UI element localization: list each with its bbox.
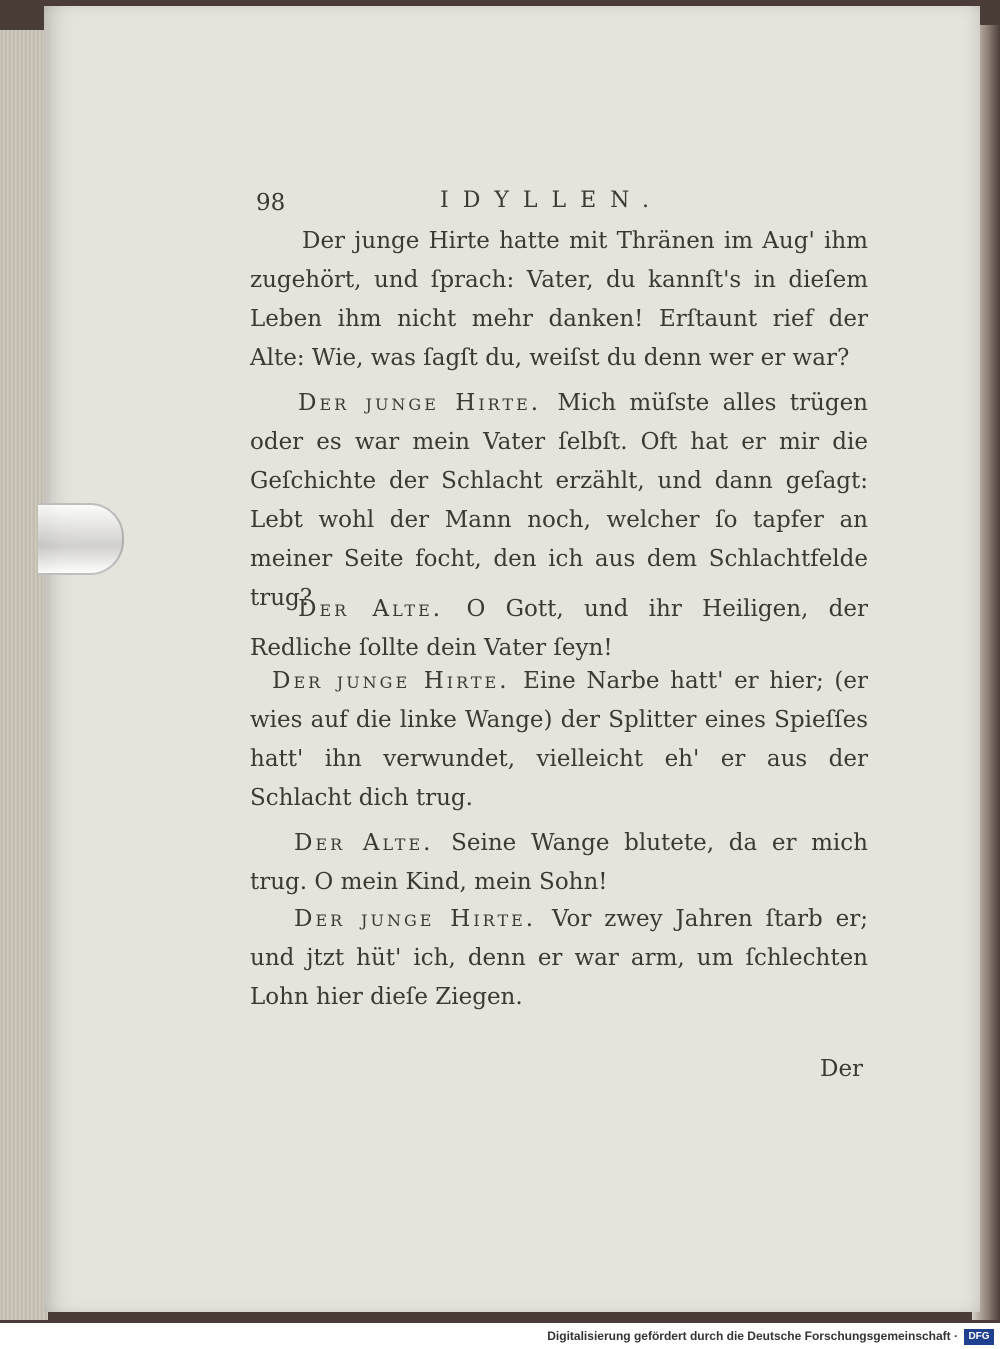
dfg-logo-icon: DFG <box>964 1329 994 1345</box>
paragraph-text: Mich müſste alles trügen oder es war mein Vater ſelbſt. Oft hat er mir die Geſchichte der Schlacht erzählt, und dann geſagt: Lebt wohl der Mann noch, welcher ſo tapfer an meiner Seite focht, den ich aus dem Schlachtfelde trug? <box>250 390 868 611</box>
paragraph <box>250 222 868 378</box>
running-head: IDYLLEN. <box>440 188 663 213</box>
paragraph <box>250 384 868 618</box>
paragraph-text: Eine Narbe hatt' er hier; (er wies auf die linke Wange) der Splitter eines Spieſſes hatt' ihn verwundet, vielleicht eh' er aus der Schlacht dich trug. <box>250 668 868 811</box>
paragraph-text: Seine Wange blutete, da er mich trug. O mein Kind, mein Sohn! <box>250 830 868 895</box>
page-header <box>250 188 870 220</box>
paragraph-text: Der junge Hirte hatte mit Thränen im Aug' ihm zugehört, und ſprach: Vater, du kannſt's in dieſem Leben ihm nicht mehr danken! Erſtaunt rief der Alte: Wie, was ſagſt du, weiſst du denn wer er war? <box>250 228 868 371</box>
footer-bar <box>0 1323 1000 1349</box>
speaker-label: Der junge Hirte. <box>272 668 524 694</box>
paragraph <box>250 824 868 902</box>
paragraph <box>250 662 868 818</box>
page-number: 98 <box>256 190 286 216</box>
catchword: Der <box>820 1056 864 1082</box>
paragraph-text: Vor zwey Jahren ſtarb er; und jtzt hüt' ich, denn er war arm, um ſchlechten Lohn hier dieſe Ziegen. <box>250 906 869 1010</box>
speaker-label: Der Alte. <box>298 596 467 622</box>
speaker-label: Der junge Hirte. <box>298 390 558 416</box>
paragraph-text: O Gott, und ihr Heiligen, der Redliche ſollte dein Vater ſeyn! <box>250 596 869 661</box>
book-page-edges <box>0 30 48 1320</box>
speaker-label: Der Alte. <box>294 830 452 856</box>
paragraph <box>250 900 868 1017</box>
footer-credit: Digitalisierung gefördert durch die Deutsche Forschungsgemeinschaft · <box>547 1329 958 1343</box>
page-clip <box>38 503 124 575</box>
speaker-label: Der junge Hirte. <box>294 906 552 932</box>
paragraph <box>250 590 868 668</box>
